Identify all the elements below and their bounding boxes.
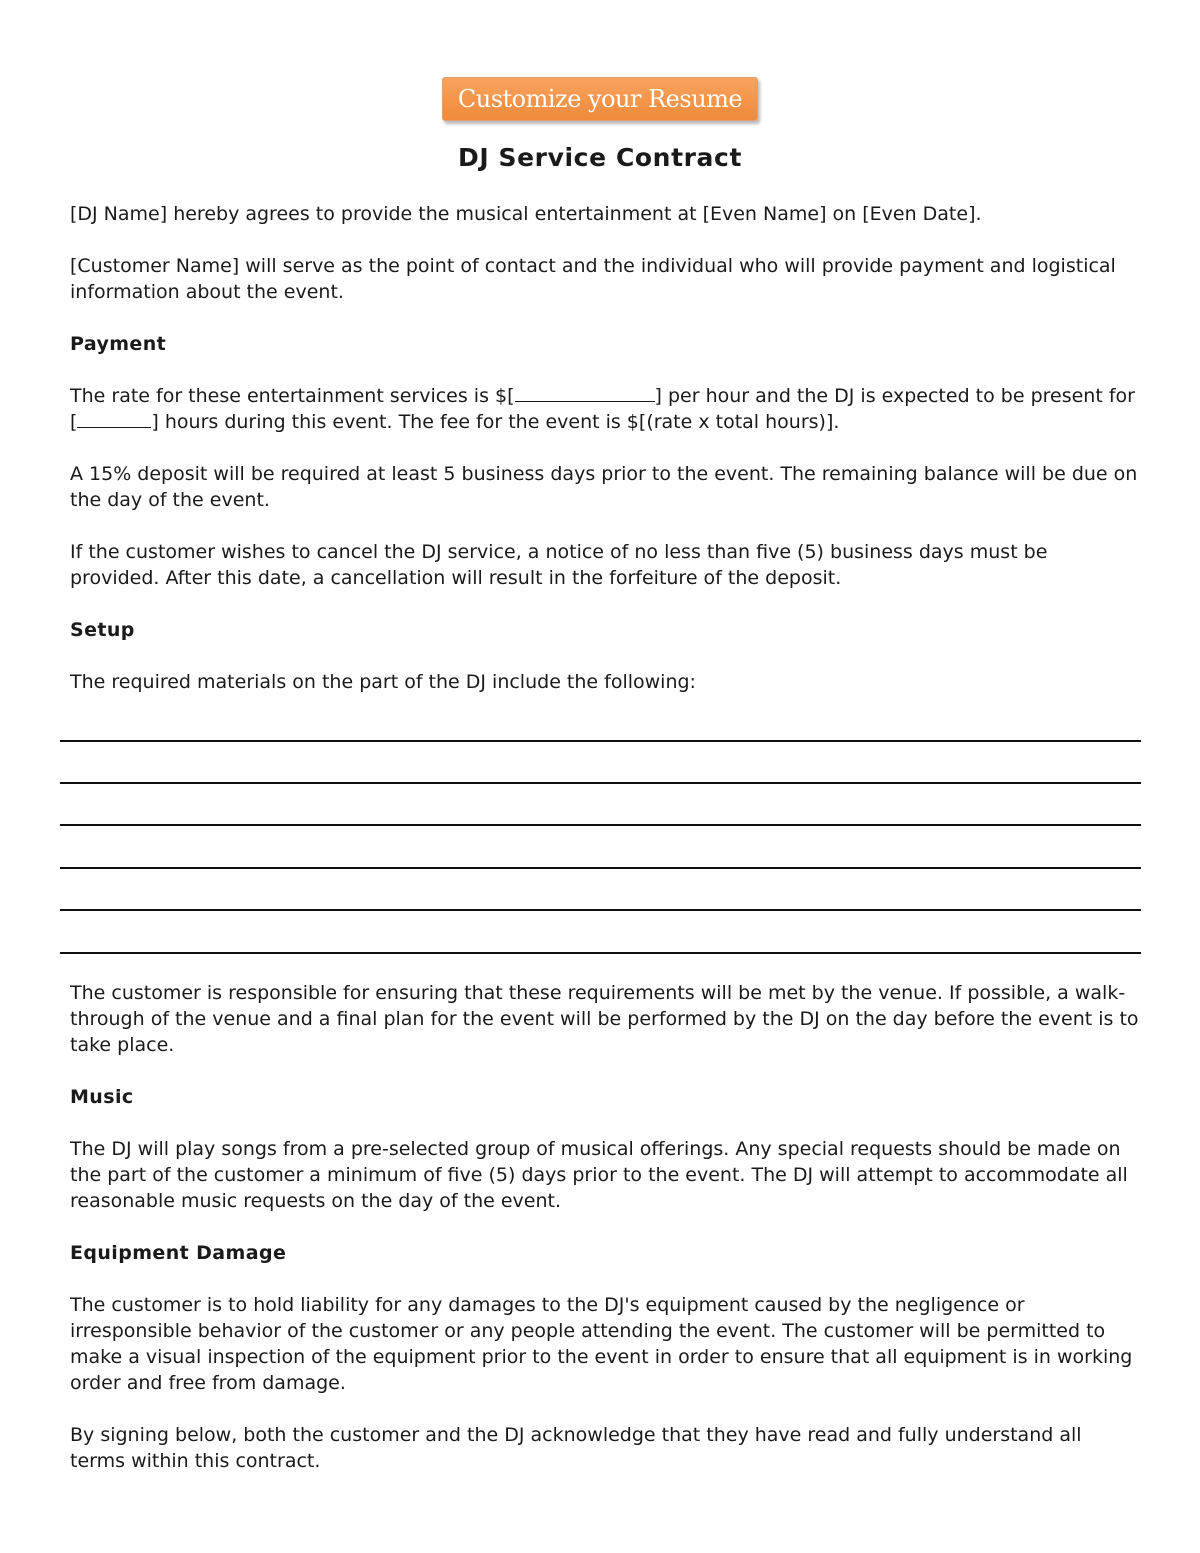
materials-line	[60, 909, 1141, 911]
responsibility-paragraph: The customer is responsible for ensuring that these requirements will be met by the venue. If possible, a walk-through of the venue and a final plan for the event will be performed by the DJ on the day before the event is to take place.	[70, 982, 1139, 1056]
cancellation-paragraph: If the customer wishes to cancel the DJ service, a notice of no less than five (5) business days must be provided. After this date, a cancellation will result in the forfeiture of the deposit.	[70, 541, 1048, 589]
intro-paragraph: [DJ Name] hereby agrees to provide the musical entertainment at [Even Name] on [Even Date].	[70, 203, 982, 225]
contract-body-bottom	[70, 980, 1140, 1500]
rate-text-1: The rate for these entertainment services is $[	[70, 385, 515, 407]
materials-line	[60, 867, 1141, 869]
materials-line	[60, 782, 1141, 784]
equipment-heading: Equipment Damage	[70, 1242, 287, 1264]
rate-text-2: ] per hour and the DJ is expected to be present for [	[70, 385, 1135, 433]
contact-paragraph: [Customer Name] will serve as the point of contact and the individual who will provide payment and logistical information about the event.	[70, 255, 1116, 303]
cta-wrapper	[0, 77, 1200, 121]
materials-line	[60, 824, 1141, 826]
contract-body-top	[70, 201, 1140, 721]
music-paragraph: The DJ will play songs from a pre-selected group of musical offerings. Any special requests should be made on the part of the customer a minimum of five (5) days prior to the event. The DJ will attempt to accommodate all reasonable music requests on the day of the event.	[70, 1138, 1128, 1212]
materials-line	[60, 740, 1141, 742]
document-title: DJ Service Contract	[457, 143, 743, 172]
materials-intro: The required materials on the part of the DJ include the following:	[70, 671, 696, 693]
setup-heading: Setup	[70, 619, 135, 641]
customize-resume-button[interactable]: Customize your Resume	[442, 77, 758, 121]
rate-blank	[515, 383, 655, 402]
equipment-paragraph: The customer is to hold liability for any damages to the DJ's equipment caused by the negligence or irresponsible behavior of the customer or any people attending the event. The customer will be permitted to make a visual inspection of the equipment prior to the event in order to ensure that all equipment is in working order and free from damage.	[70, 1294, 1133, 1394]
payment-heading: Payment	[70, 333, 167, 355]
signing-paragraph: By signing below, both the customer and the DJ acknowledge that they have read and fully understand all terms within this contract.	[70, 1424, 1082, 1472]
deposit-paragraph: A 15% deposit will be required at least 5 business days prior to the event. The remaining balance will be due on the day of the event.	[70, 463, 1138, 511]
rate-text-3: ] hours during this event. The fee for the event is $[(rate x total hours)].	[151, 411, 840, 433]
music-heading: Music	[70, 1086, 134, 1108]
rate-paragraph	[70, 383, 1140, 435]
hours-blank	[77, 409, 151, 428]
materials-line	[60, 952, 1141, 954]
